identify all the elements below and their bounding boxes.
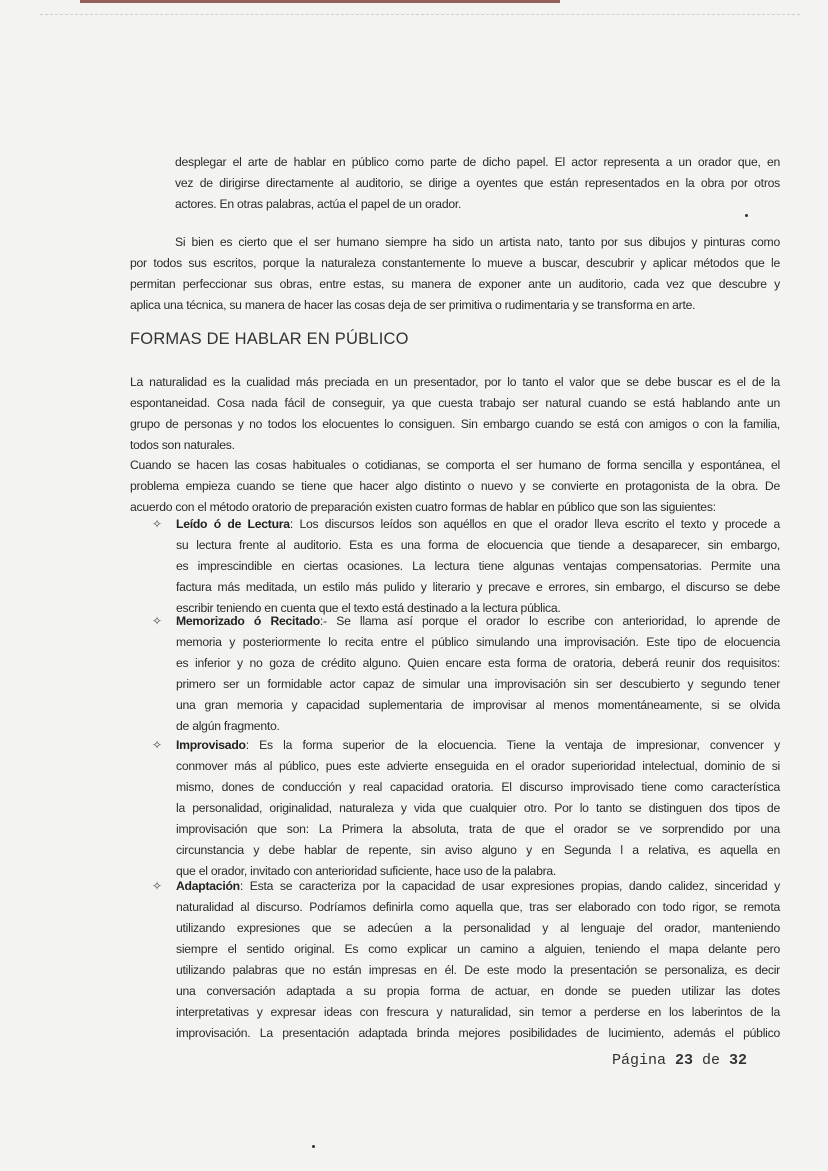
text-line: problema empieza cuando se tiene que hacer algo distinto o nuevo y se convierte en protagonista de la obra. De xyxy=(130,479,780,493)
text-line: improvisación que son: La Primera la absoluta, trata de que el orador se ve sorprendido por una xyxy=(176,822,780,836)
bullet-label: Adaptación xyxy=(176,879,240,893)
scan-speck xyxy=(745,214,748,217)
page-of: de xyxy=(693,1052,730,1069)
paragraph xyxy=(130,455,780,518)
text-line: escribir teniendo en cuenta que el texto está destinado a la lectura pública. xyxy=(176,601,561,615)
current-page: 23 xyxy=(675,1052,694,1069)
text-line: conmover más al público, pues este advierte enseguida en el orador superioridad intelectual, dominio de si xyxy=(176,759,780,773)
bullet-item xyxy=(130,514,780,619)
text-line: permitan perfeccionar sus obras, entre estas, su manera de exponer ante un auditorio, cada vez que descubre y xyxy=(130,277,780,291)
paragraph xyxy=(130,372,780,456)
bullet-label: Memorizado ó Recitado xyxy=(176,614,320,628)
text-line: siempre el sentido original. Es como explicar un camino a alguien, teniendo el mapa delante pero xyxy=(176,942,780,956)
diamond-bullet-icon: ✧ xyxy=(152,517,163,531)
text-line xyxy=(176,876,780,897)
bullet-item xyxy=(130,876,780,1044)
bullet-text: : Los discursos leídos son aquéllos en que el orador lleva escrito el texto y procede a xyxy=(289,517,780,531)
paragraph xyxy=(130,152,780,215)
text-line: utilizando palabras que no están impresas en él. De este modo la presentación se personaliza, es decir xyxy=(176,963,780,977)
text-line: improvisación. La presentación adaptada brinda mejores posibilidades de lucimiento, además el público xyxy=(176,1026,780,1040)
bullet-text: : Es la forma superior de la elocuencia. Tiene la ventaja de impresionar, convencer y xyxy=(245,738,780,752)
total-pages: 32 xyxy=(729,1052,748,1069)
diamond-bullet-icon: ✧ xyxy=(152,614,163,628)
text-line: La naturalidad es la cualidad más preciada en un presentador, por lo tanto el valor que se debe buscar es el de la xyxy=(130,375,780,389)
text-line: una conversación adaptada a su propia forma de actuar, en donde se pueden utilizar las dotes xyxy=(176,984,780,998)
text-line: por todos sus escritos, porque la naturaleza constantemente lo mueve a buscar, descubrir y aplicar métodos que le xyxy=(130,256,780,270)
bullet-label: Improvisado xyxy=(176,738,246,752)
diamond-bullet-icon: ✧ xyxy=(152,879,163,893)
text-line: vez de dirigirse directamente al auditorio, se dirige a oyentes que están representados en la obra por otros xyxy=(175,176,780,190)
text-line xyxy=(176,611,780,632)
text-line: mismo, dones de conducción y real capacidad oratoria. El discurso improvisado tiene como característica xyxy=(176,780,780,794)
bullet-label: Leído ó de Lectura xyxy=(176,517,290,531)
section-heading: FORMAS DE HABLAR EN PÚBLICO xyxy=(130,330,409,348)
scan-artifact xyxy=(40,14,800,16)
bullet-text: :- Se llama así porque el orador lo escribe con anterioridad, lo aprende de xyxy=(319,614,780,628)
text-line: Si bien es cierto que el ser humano siempre ha sido un artista nato, tanto por sus dibujos y pinturas como xyxy=(175,235,780,249)
text-line: factura más meditada, un estilo más pulido y literario y precave e errores, sin embargo, el discurso se debe xyxy=(176,580,780,594)
bullet-item xyxy=(130,611,780,737)
text-line: acuerdo con el método oratorio de preparación existen cuatro formas de hablar en público que son las siguientes: xyxy=(130,500,716,514)
scan-speck xyxy=(312,1145,315,1148)
text-line: circunstancia y debe hablar de repente, sin aviso alguno y en Segunda l a relativa, es aquella en xyxy=(176,843,780,857)
bullet-item xyxy=(130,735,780,882)
paragraph xyxy=(130,232,780,316)
text-line: actores. En otras palabras, actúa el papel de un orador. xyxy=(175,197,462,211)
text-line xyxy=(176,735,780,756)
text-line: todos son naturales. xyxy=(130,438,235,452)
text-line: interpretativas y expresar ideas con frescura y naturalidad, sin temor a perderse en los laberintos de la xyxy=(176,1005,780,1019)
diamond-bullet-icon: ✧ xyxy=(152,738,163,752)
text-line: Cuando se hacen las cosas habituales o cotidianas, se comporta el ser humano de forma sencilla y espontánea, el xyxy=(130,458,780,472)
page-label: Página xyxy=(612,1052,676,1069)
text-line: de algún fragmento. xyxy=(176,719,280,733)
text-line: utilizando expresiones que se adecúen a la personalidad y al lenguaje del orador, manteniendo xyxy=(176,921,780,935)
text-line: desplegar el arte de hablar en público como parte de dicho papel. El actor representa a un orador que, en xyxy=(175,155,780,169)
text-line: grupo de personas y no todos los elocuentes lo consiguen. Sin embargo cuando se está con amigos o con la familia, xyxy=(130,417,780,431)
text-line: primero ser un formidable actor capaz de simular una improvisación sin ser descubierto y segundo tener xyxy=(176,677,780,691)
text-line: aplica una técnica, su manera de hacer las cosas deja de ser primitiva o rudimentaria y se transforma en arte. xyxy=(130,298,696,312)
text-line: que el orador, invitado con anterioridad suficiente, hace uso de la palabra. xyxy=(176,864,557,878)
text-line: memoria y posteriormente lo recita entre el público simulando una improvisación. Este tipo de elocuencia xyxy=(176,635,780,649)
bullet-text: : Esta se caracteriza por la capacidad de usar expresiones propias, dando calidez, sinceridad y xyxy=(239,879,780,893)
text-line: es imprescindible en ciertas ocasiones. La lectura tiene algunas ventajas compensatorias. Permite una xyxy=(176,559,780,573)
text-line: espontaneidad. Cosa nada fácil de conseguir, ya que cuesta trabajo ser natural cuando se está hablando ante un xyxy=(130,396,780,410)
text-line: la personalidad, originalidad, naturaleza y vida que cualquier otro. Por lo tanto se distinguen dos tipos de xyxy=(176,801,780,815)
text-line xyxy=(176,514,780,535)
text-line: es inferior y no goza de crédito alguno. Quien encare esta forma de oratoria, deberá reunir dos requisitos: xyxy=(176,656,780,670)
page-number xyxy=(612,1052,747,1069)
text-line: una gran memoria y capacidad suplementaria de improvisar al menos momentáneamente, si se olvida xyxy=(176,698,780,712)
text-line: su lectura frente al auditorio. Esta es una forma de elocuencia que tiende a desaparecer, sin embargo, xyxy=(176,538,780,552)
text-line: naturalidad al discurso. Podríamos definirla como aquella que, tras ser elaborado con todo rigor, se remota xyxy=(176,900,780,914)
scan-edge xyxy=(80,0,560,3)
